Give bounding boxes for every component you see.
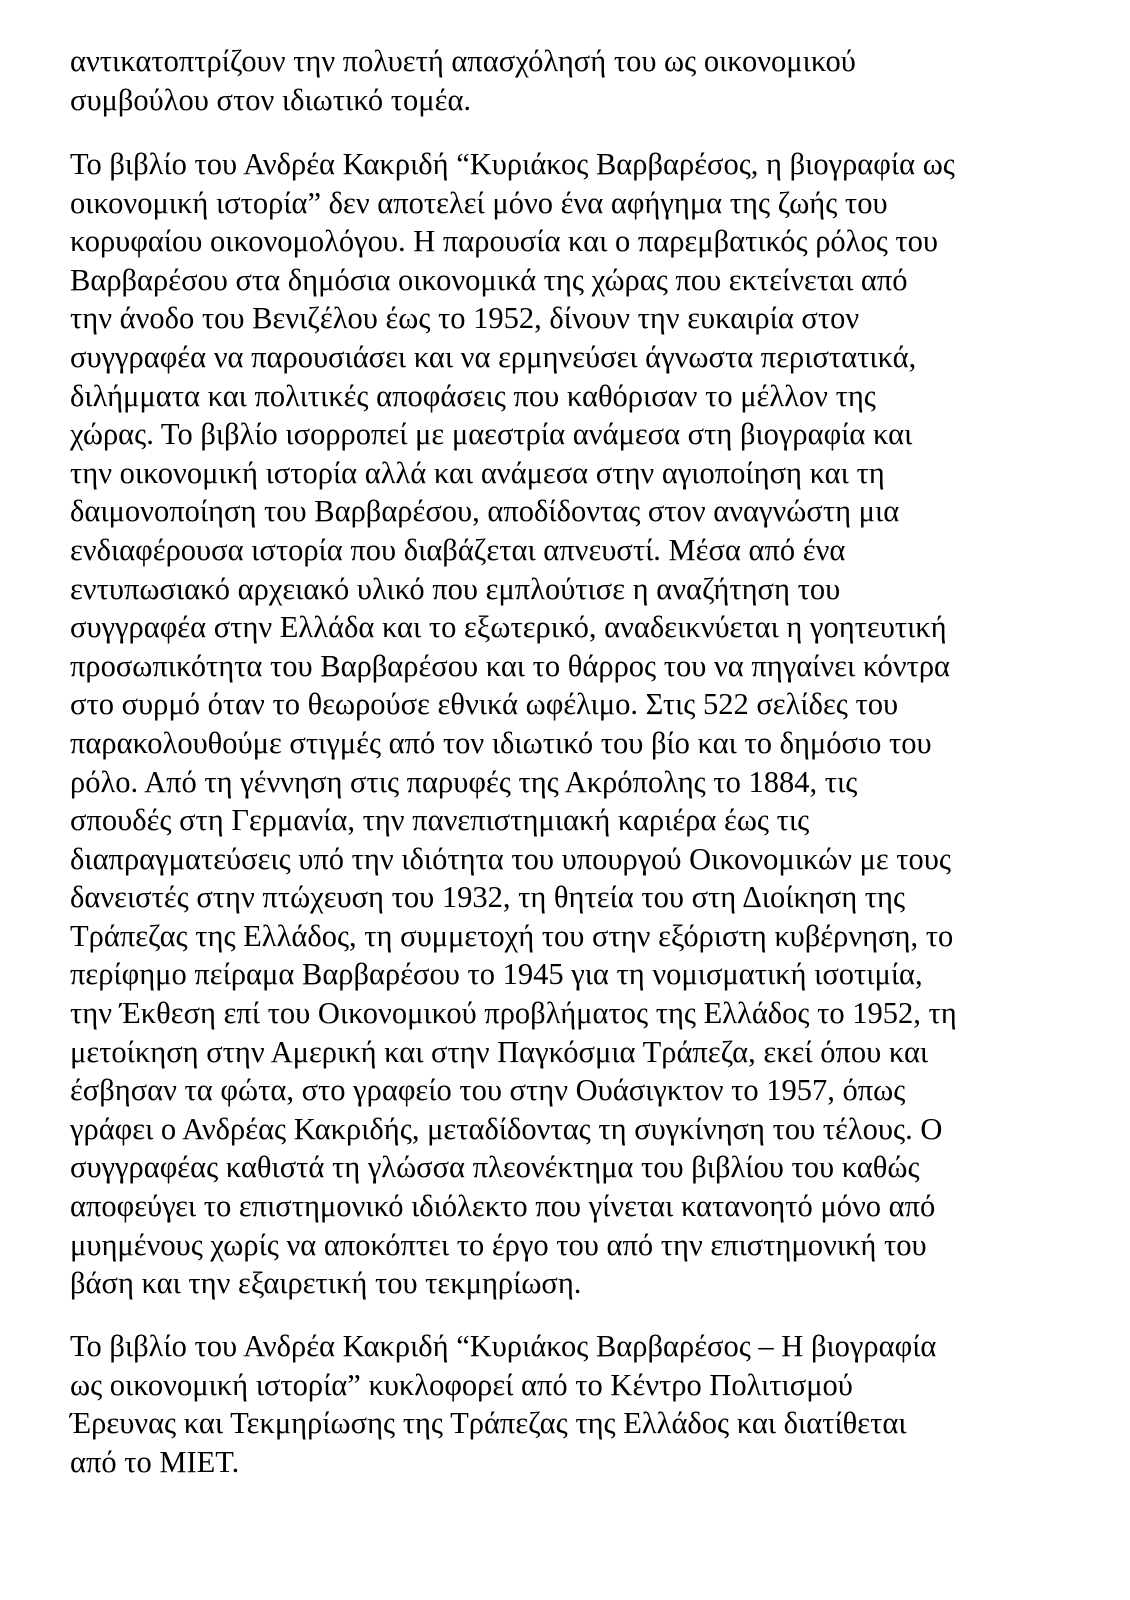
text-line: χώρας. Το βιβλίο ισορροπεί με μαεστρία ανάμεσα στη βιογραφία και <box>70 417 913 452</box>
text-line: μυημένους χωρίς να αποκόπτει το έργο του από την επιστημονική του <box>70 1227 927 1262</box>
paragraph-book-review <box>70 145 1080 1303</box>
text-line: ενδιαφέρουσα ιστορία που διαβάζεται απνευστί. Μέσα από ένα <box>70 532 846 567</box>
text-line: ως οικονομική ιστορία” κυκλοφορεί από το Κέντρο Πολιτισμού <box>70 1367 853 1402</box>
text-line: στο συρμό όταν το θεωρούσε εθνικά ωφέλιμο. Στις 522 σελίδες του <box>70 687 899 722</box>
text-line: συγγραφέα στην Ελλάδα και το εξωτερικό, αναδεικνύεται η γοητευτική <box>70 610 947 645</box>
text-line: κορυφαίου οικονομολόγου. Η παρουσία και ο παρεμβατικός ρόλος του <box>70 224 939 259</box>
text-line: μετοίκηση στην Αμερική και στην Παγκόσμια Τράπεζα, εκεί όπου και <box>70 1034 929 1069</box>
text-line: έσβησαν τα φώτα, στο γραφείο του στην Ουάσιγκτον το 1957, όπως <box>70 1073 906 1108</box>
text-line: Τράπεζας της Ελλάδος, τη συμμετοχή του στην εξόριστη κυβέρνηση, το <box>70 918 954 953</box>
text-line: ρόλο. Από τη γέννηση στις παρυφές της Ακρόπολης το 1884, τις <box>70 764 858 799</box>
text-line: την οικονομική ιστορία αλλά και ανάμεσα στην αγιοποίηση και τη <box>70 455 885 490</box>
text-line: Το βιβλίο του Ανδρέα Κακριδή “Κυριάκος Βαρβαρέσος – Η βιογραφία <box>70 1329 937 1363</box>
text-line: σπουδές στη Γερμανία, την πανεπιστημιακή καριέρα έως τις <box>70 803 810 838</box>
text-line: συμβούλου στον ιδιωτικό τομέα. <box>70 82 472 117</box>
text-line: συγγραφέας καθιστά τη γλώσσα πλεονέκτημα του βιβλίου του καθώς <box>70 1150 920 1185</box>
text-line: την Έκθεση επί του Οικονομικού προβλήματος της Ελλάδος το 1952, τη <box>70 996 957 1031</box>
text-line: δανειστές στην πτώχευση του 1932, τη θητεία του στη Διοίκηση της <box>70 880 906 915</box>
text-line: διλήμματα και πολιτικές αποφάσεις που καθόρισαν το μέλλον της <box>70 378 876 413</box>
text-line: Το βιβλίο του Ανδρέα Κακριδή “Κυριάκος Βαρβαρέσος, η βιογραφία ως <box>70 147 955 181</box>
text-line: εντυπωσιακό αρχειακό υλικό που εμπλούτισε η αναζήτηση του <box>70 571 841 606</box>
paragraph-availability <box>70 1327 1080 1481</box>
text-line: δαιμονοποίηση του Βαρβαρέσου, αποδίδοντας στον αναγνώστη μια <box>70 494 900 529</box>
text-line: συγγραφέα να παρουσιάσει και να ερμηνεύσει άγνωστα περιστατικά, <box>70 339 917 374</box>
text-line: την άνοδο του Βενιζέλου έως το 1952, δίνουν την ευκαιρία στον <box>70 301 860 336</box>
text-line: παρακολουθούμε στιγμές από τον ιδιωτικό του βίο και το δημόσιο του <box>70 725 932 760</box>
paragraph-intro-continuation <box>70 42 1080 119</box>
text-line: Βαρβαρέσου στα δημόσια οικονομικά της χώρας που εκτείνεται από <box>70 262 908 297</box>
text-line: περίφημο πείραμα Βαρβαρέσου το 1945 για τη νομισματική ισοτιμία, <box>70 957 923 992</box>
text-line: διαπραγματεύσεις υπό την ιδιότητα του υπουργού Οικονομικών με τους <box>70 841 951 876</box>
text-line: από το ΜΙΕΤ. <box>70 1444 240 1479</box>
text-line: αποφεύγει το επιστημονικό ιδιόλεκτο που γίνεται κατανοητό μόνο από <box>70 1189 936 1224</box>
text-line: προσωπικότητα του Βαρβαρέσου και το θάρρος του να πηγαίνει κόντρα <box>70 648 951 683</box>
text-line: οικονομική ιστορία” δεν αποτελεί μόνο ένα αφήγημα της ζωής του <box>70 185 888 220</box>
text-line: βάση και την εξαιρετική του τεκμηρίωση. <box>70 1266 582 1301</box>
text-line: αντικατοπτρίζουν την πολυετή απασχόλησή του ως οικονομικού <box>70 44 856 78</box>
text-line: γράφει ο Ανδρέας Κακριδής, μεταδίδοντας τη συγκίνηση του τέλους. Ο <box>70 1111 943 1146</box>
text-line: Έρευνας και Τεκμηρίωσης της Τράπεζας της Ελλάδος και διατίθεται <box>70 1406 907 1441</box>
